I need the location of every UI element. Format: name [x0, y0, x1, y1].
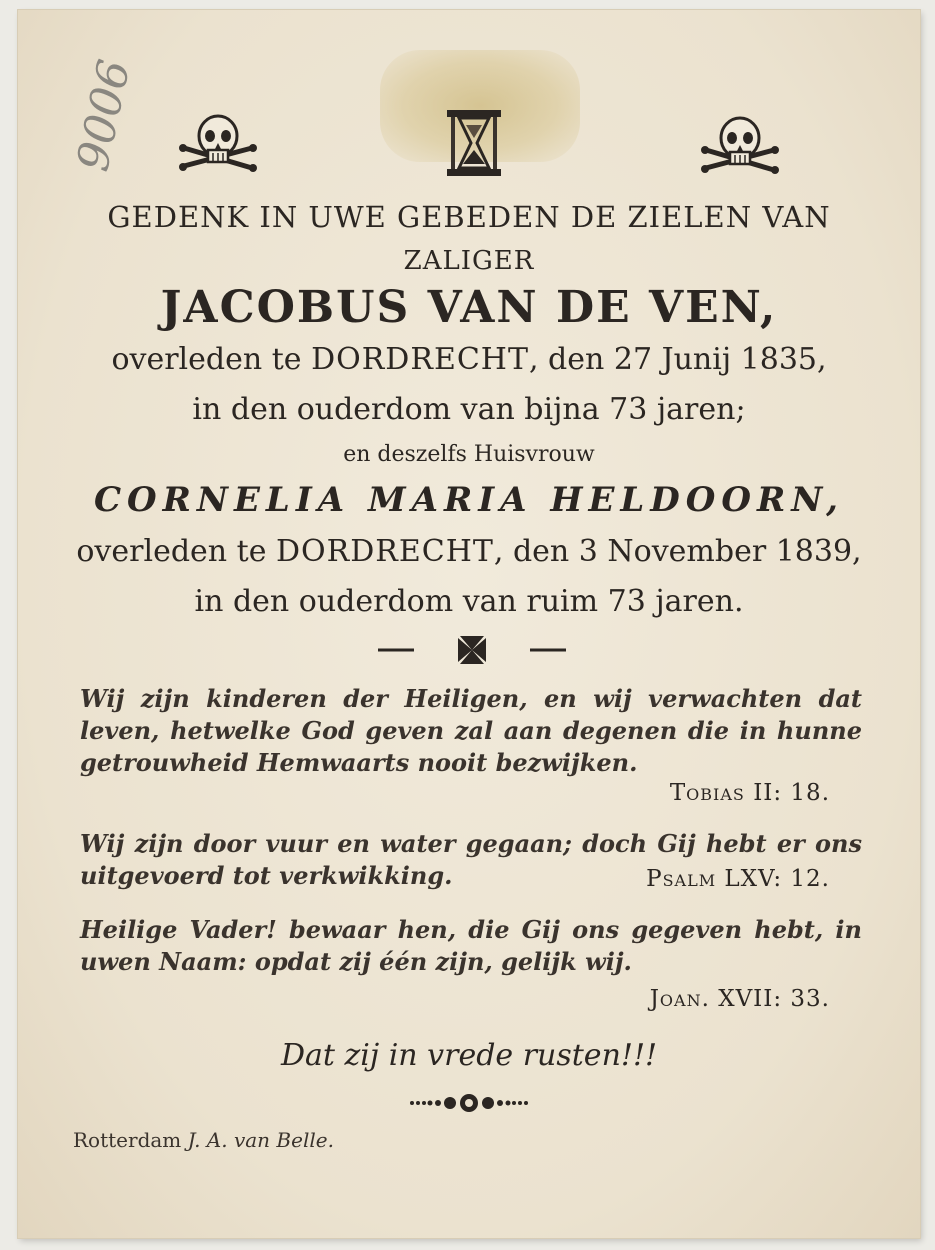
verse-reference-2: Psalm LXV: 12.: [646, 866, 830, 892]
verse-text-1: Wij zijn kinderen der Heiligen, en wij verwachten dat leven, hetwelke God geven zal aan degenen die in hunne getrouwheid Hemwaarts nooit bezwijken.: [80, 684, 862, 777]
death-details-1: overleden te DORDRECHT, den 27 Junij 1835,: [111, 342, 827, 377]
flourish-ornament: [18, 1088, 920, 1118]
verse-text-3: Heilige Vader! bewaar hen, die Gij ons gegeven hebt, in uwen Naam: opdat zij één zijn, gelijk wij.: [80, 915, 862, 976]
memorial-card: [18, 10, 920, 1238]
age-details-2: in den ouderdom van ruim 73 jaren.: [194, 584, 744, 619]
zaliger-text: ZALIGER: [403, 246, 535, 276]
pencil-inventory-number: 9006: [67, 55, 141, 176]
skull-crossbones-icon-left: [178, 108, 258, 180]
death-place-1: DORDRECHT: [311, 342, 529, 377]
cross-pattee-icon: [458, 636, 486, 664]
closing-prayer: Dat zij in vrede rusten!!!: [280, 1038, 658, 1073]
verse-reference-1: Tobias II: 18.: [669, 780, 830, 806]
age-details-1: in den ouderdom van bijna 73 jaren;: [192, 392, 746, 427]
death-place-2: DORDRECHT: [276, 534, 494, 569]
printer-imprint: Rotterdam J. A. van Belle.: [73, 1128, 334, 1152]
connector-text: en deszelfs Huisvrouw: [343, 442, 595, 467]
skull-crossbones-icon-right: [700, 110, 780, 182]
hourglass-icon: [443, 108, 505, 178]
header-text: GEDENK IN UWE GEBEDEN DE ZIELEN VAN: [107, 200, 831, 234]
verse-reference-3: Joan. XVII: 33.: [649, 986, 830, 1012]
deceased-name-1: JACOBUS VAN DE VEN,: [160, 282, 778, 333]
deceased-name-2: CORNELIA MARIA HELDOORN,: [93, 480, 844, 520]
death-details-2: overleden te DORDRECHT, den 3 November 1839,: [76, 534, 862, 569]
verse-text-2: Wij zijn door vuur en water gegaan; doch Gij hebt er ons uitgevoerd tot verkwikking.: [80, 829, 862, 890]
cross-divider: [18, 630, 920, 670]
